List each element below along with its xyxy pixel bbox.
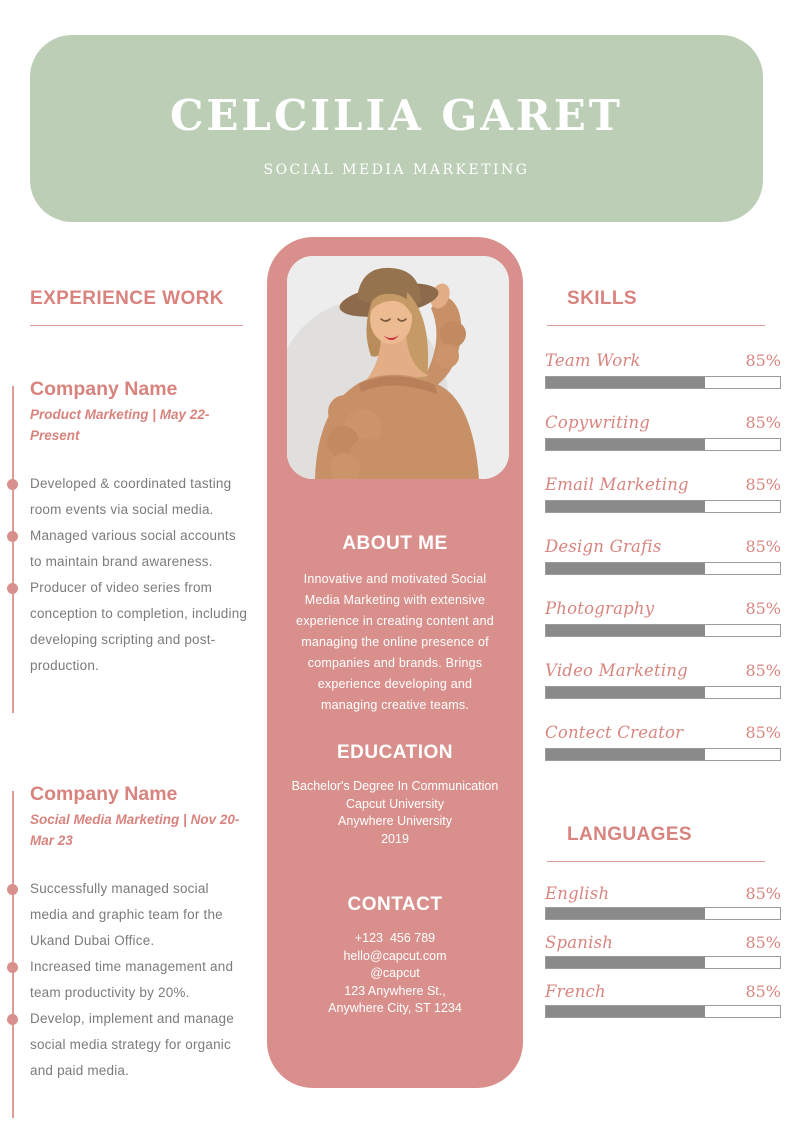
contact-line: Anywhere City, ST 1234 — [328, 1001, 462, 1015]
job-entry-1 — [30, 378, 248, 679]
skill-percent: 85% — [745, 413, 781, 432]
person-role: SOCIAL MEDIA MARKETING — [263, 162, 530, 178]
contact-line: hello@capcut.com — [343, 948, 447, 963]
skill-head — [545, 661, 781, 680]
skill-bar-fill — [546, 563, 705, 574]
job-bullet: Increased time management and team productivity by 20%. — [30, 954, 248, 1006]
skill-head — [545, 599, 781, 618]
skill-bar-fill — [546, 377, 705, 388]
profile-column — [267, 237, 523, 1088]
language-bar-fill — [546, 1006, 705, 1017]
skill-bar — [545, 748, 781, 761]
skill-label: Design Grafis — [545, 537, 662, 556]
contact-lines — [267, 930, 523, 1018]
skill-item — [545, 413, 781, 451]
experience-title: EXPERIENCE WORK — [30, 288, 224, 309]
person-name: CELCILIA GARET — [169, 91, 624, 140]
skills-list — [545, 351, 781, 761]
education-line: 2019 — [381, 831, 409, 846]
skill-percent: 85% — [745, 599, 781, 618]
job-bullet: Developed & coordinated tasting room events via social media. — [30, 471, 248, 523]
language-head — [545, 933, 781, 952]
skill-item — [545, 661, 781, 699]
education-line: Capcut University — [346, 796, 444, 811]
skill-bar — [545, 624, 781, 637]
portrait-photo — [287, 256, 509, 479]
language-percent: 85% — [745, 884, 781, 903]
skill-bar-fill — [546, 625, 705, 636]
skill-label: Email Marketing — [545, 475, 689, 494]
skill-head — [545, 413, 781, 432]
education-lines — [267, 778, 523, 848]
contact-line: +123 456 789 — [354, 931, 436, 945]
language-head — [545, 884, 781, 903]
skill-bar-fill — [546, 439, 705, 450]
company-name: Company Name — [30, 378, 178, 400]
skills-underline — [547, 325, 765, 326]
job-bullet: Managed various social accounts to maintain brand awareness. — [30, 523, 248, 575]
skill-bar-fill — [546, 687, 705, 698]
about-text: Innovative and motivated Social Media Marketing with extensive experience in creating content and managing the online presence of companies and brands. Brings experience developing and managing creative teams. — [296, 572, 494, 712]
language-percent: 85% — [745, 982, 781, 1001]
company-name: Company Name — [30, 783, 178, 805]
language-item — [545, 933, 781, 969]
experience-column — [30, 288, 248, 1084]
skills-column — [545, 288, 781, 1031]
job-bullet-list — [30, 876, 248, 1084]
skill-head — [545, 351, 781, 370]
language-head — [545, 982, 781, 1001]
skill-item — [545, 475, 781, 513]
languages-underline — [547, 861, 765, 862]
job-bullet-list — [30, 471, 248, 679]
skill-label: Video Marketing — [545, 661, 688, 680]
contact-title: CONTACT — [347, 894, 443, 915]
skill-head — [545, 537, 781, 556]
skill-label: Photography — [545, 599, 655, 618]
language-bar-fill — [546, 957, 705, 968]
education-line: Anywhere University — [338, 814, 452, 828]
skill-bar — [545, 500, 781, 513]
job-bullet: Producer of video series from conception to completion, including developing scripting and post-production. — [30, 575, 248, 679]
skill-bar-fill — [546, 501, 705, 512]
portrait-illustration — [287, 256, 509, 479]
language-bar — [545, 907, 781, 920]
job-meta: Product Marketing | May 22-Present — [30, 407, 210, 443]
skill-item — [545, 537, 781, 575]
skill-head — [545, 475, 781, 494]
education-line: Bachelor's Degree In Communication — [291, 779, 499, 793]
skill-item — [545, 351, 781, 389]
contact-line: @capcut — [370, 966, 420, 980]
skill-bar — [545, 686, 781, 699]
skill-label: Contect Creator — [545, 723, 684, 742]
skill-item — [545, 599, 781, 637]
skill-percent: 85% — [745, 537, 781, 556]
language-label: English — [545, 884, 610, 903]
education-title: EDUCATION — [336, 742, 454, 763]
header-banner — [30, 35, 763, 222]
job-entry-2 — [30, 783, 248, 1084]
languages-list — [545, 884, 781, 1018]
skill-bar — [545, 562, 781, 575]
language-bar — [545, 956, 781, 969]
skill-percent: 85% — [745, 475, 781, 494]
job-meta: Social Media Marketing | Nov 20-Mar 23 — [30, 812, 240, 848]
contact-line: 123 Anywhere St., — [344, 983, 446, 998]
language-item — [545, 982, 781, 1018]
about-title: ABOUT ME — [342, 533, 448, 554]
language-label: French — [545, 982, 606, 1001]
language-percent: 85% — [745, 933, 781, 952]
language-item — [545, 884, 781, 920]
skill-percent: 85% — [745, 351, 781, 370]
skill-label: Team Work — [545, 351, 641, 370]
skill-percent: 85% — [745, 723, 781, 742]
language-bar-fill — [546, 908, 705, 919]
experience-underline — [30, 325, 243, 326]
skill-percent: 85% — [745, 661, 781, 680]
language-label: Spanish — [545, 933, 614, 952]
job-bullet: Develop, implement and manage social media strategy for organic and paid media. — [30, 1006, 248, 1084]
skills-title: SKILLS — [567, 288, 637, 309]
skill-head — [545, 723, 781, 742]
skill-item — [545, 723, 781, 761]
skill-bar-fill — [546, 749, 705, 760]
languages-title: LANGUAGES — [567, 824, 692, 845]
skill-bar — [545, 438, 781, 451]
skill-bar — [545, 376, 781, 389]
language-bar — [545, 1005, 781, 1018]
job-bullet: Successfully managed social media and graphic team for the Ukand Dubai Office. — [30, 876, 248, 954]
skill-label: Copywriting — [545, 413, 651, 432]
